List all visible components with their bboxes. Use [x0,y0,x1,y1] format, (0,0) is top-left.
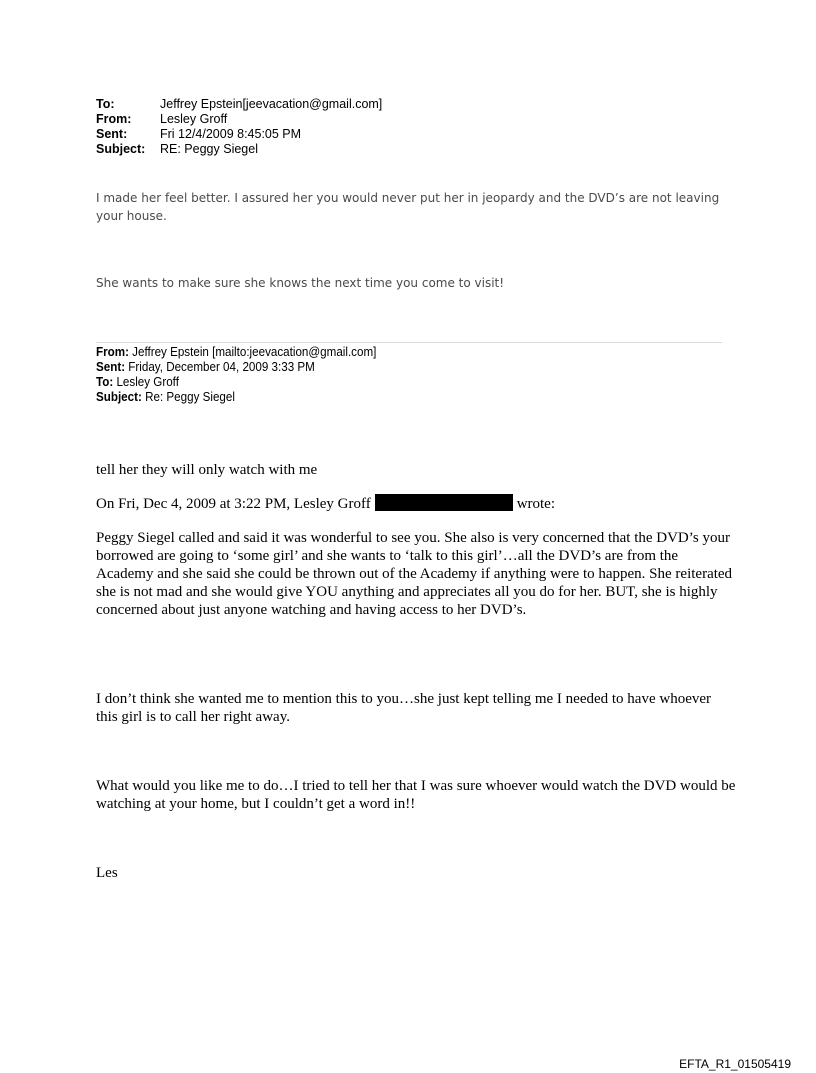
original-message: tell her they will only watch with me [96,462,318,478]
header-from-row [96,112,382,127]
header-subject-row [96,142,382,157]
orig-from-label: From: [96,345,129,359]
document-id: EFTA_R1_01505419 [679,1057,791,1071]
orig-to-label: To: [96,375,114,389]
sent-value: Fri 12/4/2009 8:45:05 PM [160,127,302,141]
subject-value: RE: Peggy Siegel [160,142,258,156]
quote-intro-before: On Fri, Dec 4, 2009 at 3:22 PM, Lesley Groff [96,496,371,512]
sent-label: Sent: [96,127,128,141]
quote-intro [96,494,736,513]
original-email-header [96,345,376,405]
to-label: To: [96,97,115,111]
quoted-paragraph-2: I don’t think she wanted me to mention this to you…she just kept telling me I needed to have whoever this girl is to call her right away. [96,691,712,725]
subject-label: Subject: [96,142,146,156]
from-label: From: [96,112,132,126]
orig-subject-label: Subject: [96,390,142,404]
orig-sent-label: Sent: [96,360,126,374]
email-header [96,97,382,157]
orig-sent-row [96,360,376,375]
orig-sent-value: Friday, December 04, 2009 3:33 PM [128,360,315,374]
quoted-paragraph-1: Peggy Siegel called and said it was wonderful to see you. She also is very concerned that the DVD’s your borrowed are going to ‘some girl’ and she wants to ‘talk to this girl’…all the DVD’s are from the Academy and she said she could be thrown out of the Academy if anything were to happen. She reiterated she is not mad and she would give YOU anything and appreciates all you do for her. BUT, she is highly concerned about just anyone watching and having access to her DVD’s. [96,530,733,618]
quote-divider [96,342,722,343]
quoted-paragraph-3: What would you like me to do…I tried to tell her that I was sure whoever would watch the DVD would be watching at your home, but I couldn’t get a word in!! [96,778,736,812]
header-to-row [96,97,382,112]
to-value: Jeffrey Epstein[jeevacation@gmail.com] [160,97,383,111]
orig-subject-value: Re: Peggy Siegel [145,390,235,404]
orig-subject-row [96,390,376,405]
reply-paragraph-1: I made her feel better. I assured her you would never put her in jeopardy and the DVD’s are not leaving your house. [96,191,720,223]
orig-from-row [96,345,376,360]
quote-intro-after: wrote: [516,496,556,512]
header-sent-row [96,127,382,142]
orig-from-value: Jeffrey Epstein [mailto:jeevacation@gmail.com] [132,345,377,359]
from-value: Lesley Groff [160,112,228,126]
redaction-box [375,494,513,511]
orig-to-row [96,375,376,390]
reply-paragraph-2: She wants to make sure she knows the next time you come to visit! [96,276,505,290]
signature: Les [96,865,118,881]
orig-to-value: Lesley Groff [116,375,179,389]
